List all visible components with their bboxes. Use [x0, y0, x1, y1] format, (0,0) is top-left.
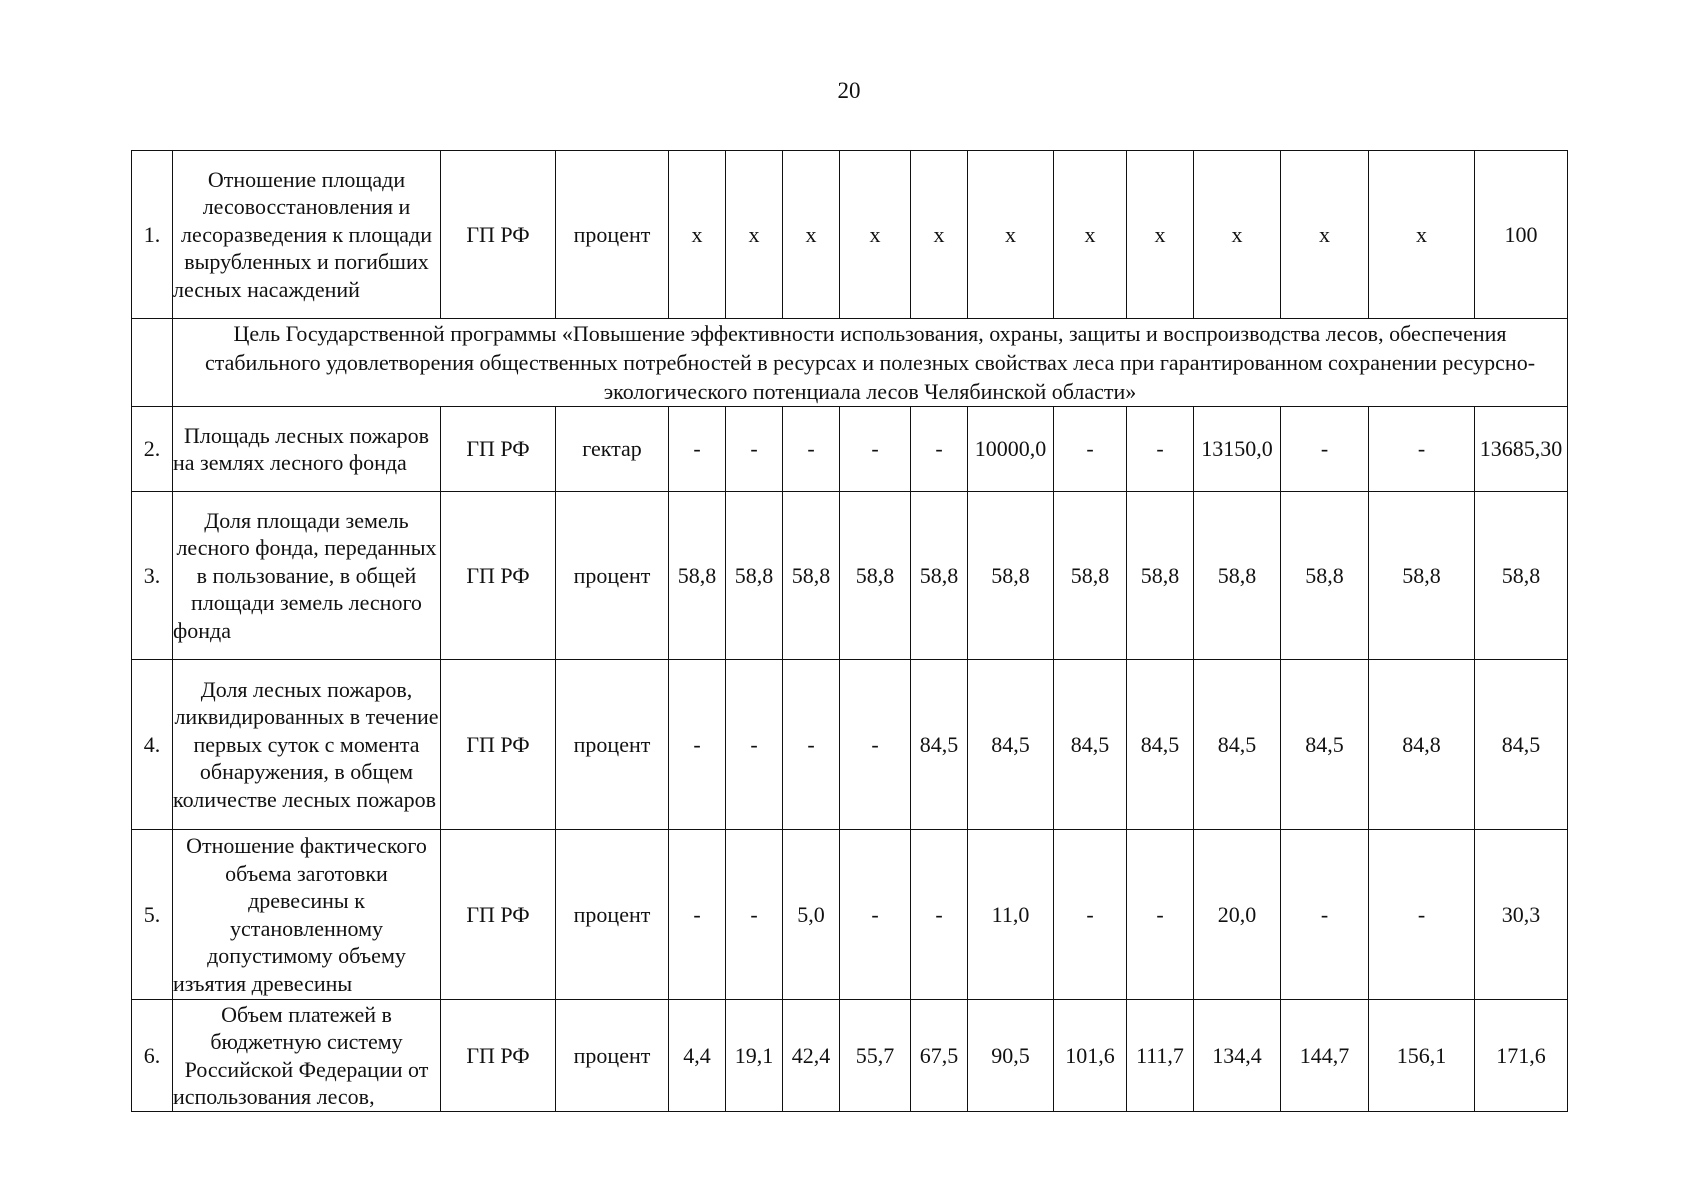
- value-cell: -: [1281, 407, 1369, 492]
- value-cell: 111,7: [1127, 1000, 1194, 1112]
- row-number-cell: 1.: [132, 151, 173, 319]
- value-cell: 84,5: [1281, 660, 1369, 830]
- value-cell: 84,5: [1054, 660, 1127, 830]
- value-cell: 84,8: [1369, 660, 1475, 830]
- value-cell: 100: [1475, 151, 1568, 319]
- source-cell: ГП РФ: [441, 407, 556, 492]
- value-cell: 30,3: [1475, 830, 1568, 1000]
- indicator-name-cell: Доля площади земель лесного фонда, переданных в пользование, в общей площади земель лесного фонда: [173, 492, 441, 660]
- table-row: [132, 1000, 1568, 1112]
- indicator-name-cell: Отношение фактического объема заготовки древесины к установленному допустимому объему изъятия древесины: [173, 830, 441, 1000]
- value-cell: 58,8: [840, 492, 911, 660]
- value-cell: -: [726, 407, 783, 492]
- value-cell: 58,8: [726, 492, 783, 660]
- value-cell: 90,5: [968, 1000, 1054, 1112]
- value-cell: 58,8: [783, 492, 840, 660]
- value-cell: -: [1127, 830, 1194, 1000]
- value-cell: х: [1194, 151, 1281, 319]
- value-cell: х: [1054, 151, 1127, 319]
- value-cell: 84,5: [968, 660, 1054, 830]
- value-cell: -: [669, 660, 726, 830]
- unit-cell: процент: [556, 660, 669, 830]
- value-cell: -: [726, 660, 783, 830]
- value-cell: 5,0: [783, 830, 840, 1000]
- value-cell: -: [840, 407, 911, 492]
- value-cell: -: [911, 407, 968, 492]
- source-cell: ГП РФ: [441, 1000, 556, 1112]
- value-cell: х: [726, 151, 783, 319]
- value-cell: 58,8: [1281, 492, 1369, 660]
- value-cell: -: [1281, 830, 1369, 1000]
- value-cell: 101,6: [1054, 1000, 1127, 1112]
- value-cell: -: [669, 830, 726, 1000]
- value-cell: 84,5: [1475, 660, 1568, 830]
- value-cell: 171,6: [1475, 1000, 1568, 1112]
- value-cell: 58,8: [1475, 492, 1568, 660]
- value-cell: 20,0: [1194, 830, 1281, 1000]
- value-cell: х: [911, 151, 968, 319]
- goal-cell: Цель Государственной программы «Повышение эффективности использования, охраны, защиты и воспроизводства лесов, обеспечения стабильного удовлетворения общественных потребностей в ресурсах и полезных свойствах леса при гарантированном сохранении ресурсно-экологического потенциала лесов Челябинской области»: [173, 319, 1568, 407]
- unit-cell: процент: [556, 830, 669, 1000]
- table-row: [132, 492, 1568, 660]
- indicator-name-cell: Площадь лесных пожаров на землях лесного фонда: [173, 407, 441, 492]
- value-cell: х: [1127, 151, 1194, 319]
- value-cell: 84,5: [1194, 660, 1281, 830]
- source-cell: ГП РФ: [441, 492, 556, 660]
- unit-cell: процент: [556, 492, 669, 660]
- value-cell: 58,8: [1054, 492, 1127, 660]
- value-cell: 11,0: [968, 830, 1054, 1000]
- table-row: [132, 151, 1568, 319]
- goal-row: [132, 319, 1568, 407]
- value-cell: -: [1369, 830, 1475, 1000]
- value-cell: -: [1369, 407, 1475, 492]
- value-cell: 13150,0: [1194, 407, 1281, 492]
- value-cell: 19,1: [726, 1000, 783, 1112]
- value-cell: х: [1281, 151, 1369, 319]
- value-cell: х: [783, 151, 840, 319]
- row-number-cell: 5.: [132, 830, 173, 1000]
- value-cell: -: [726, 830, 783, 1000]
- table-row: [132, 407, 1568, 492]
- value-cell: -: [911, 830, 968, 1000]
- source-cell: ГП РФ: [441, 660, 556, 830]
- value-cell: -: [1054, 407, 1127, 492]
- indicator-name-cell: Доля лесных пожаров, ликвидированных в течение первых суток с момента обнаружения, в общем количестве лесных пожаров: [173, 660, 441, 830]
- table-row: [132, 830, 1568, 1000]
- page-number: 20: [837, 78, 861, 103]
- value-cell: 144,7: [1281, 1000, 1369, 1112]
- value-cell: -: [840, 660, 911, 830]
- row-number-cell: 2.: [132, 407, 173, 492]
- value-cell: 134,4: [1194, 1000, 1281, 1112]
- value-cell: 58,8: [1369, 492, 1475, 660]
- row-number-cell: 3.: [132, 492, 173, 660]
- row-number-cell: 6.: [132, 1000, 173, 1112]
- indicator-name-cell: Объем платежей в бюджетную систему Российской Федерации от использования лесов,: [173, 1000, 441, 1112]
- value-cell: 58,8: [1194, 492, 1281, 660]
- value-cell: -: [1127, 407, 1194, 492]
- unit-cell: процент: [556, 151, 669, 319]
- value-cell: х: [840, 151, 911, 319]
- value-cell: 10000,0: [968, 407, 1054, 492]
- value-cell: 58,8: [968, 492, 1054, 660]
- value-cell: -: [1054, 830, 1127, 1000]
- value-cell: -: [840, 830, 911, 1000]
- value-cell: 58,8: [911, 492, 968, 660]
- value-cell: 84,5: [911, 660, 968, 830]
- value-cell: -: [783, 407, 840, 492]
- table-row: [132, 660, 1568, 830]
- value-cell: 4,4: [669, 1000, 726, 1112]
- value-cell: 55,7: [840, 1000, 911, 1112]
- value-cell: 58,8: [1127, 492, 1194, 660]
- source-cell: ГП РФ: [441, 830, 556, 1000]
- value-cell: х: [1369, 151, 1475, 319]
- row-number-cell: 4.: [132, 660, 173, 830]
- value-cell: 84,5: [1127, 660, 1194, 830]
- source-cell: ГП РФ: [441, 151, 556, 319]
- unit-cell: процент: [556, 1000, 669, 1112]
- value-cell: 13685,30: [1475, 407, 1568, 492]
- unit-cell: гектар: [556, 407, 669, 492]
- indicators-table: [131, 150, 1568, 1112]
- value-cell: -: [669, 407, 726, 492]
- value-cell: 156,1: [1369, 1000, 1475, 1112]
- goal-number-cell: [132, 319, 173, 407]
- value-cell: 58,8: [669, 492, 726, 660]
- value-cell: -: [783, 660, 840, 830]
- indicator-name-cell: Отношение площади лесовосстановления и лесоразведения к площади вырубленных и погибших лесных насаждений: [173, 151, 441, 319]
- value-cell: 67,5: [911, 1000, 968, 1112]
- value-cell: х: [968, 151, 1054, 319]
- value-cell: 42,4: [783, 1000, 840, 1112]
- value-cell: х: [669, 151, 726, 319]
